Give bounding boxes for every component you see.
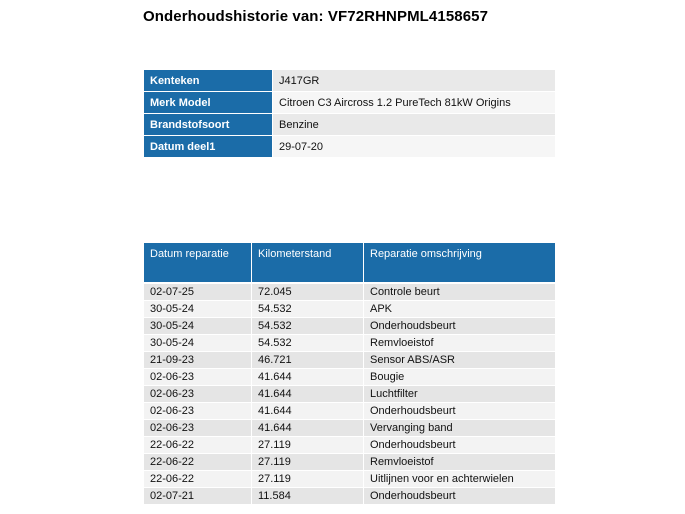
history-odometer-cell: 72.045 [252, 283, 364, 301]
history-date-cell: 30-05-24 [144, 318, 252, 335]
history-row [144, 471, 556, 488]
history-description-cell: Onderhoudsbeurt [364, 403, 556, 420]
history-date-cell: 30-05-24 [144, 335, 252, 352]
history-column-header: Reparatie omschrijving [364, 243, 556, 284]
history-odometer-cell: 41.644 [252, 369, 364, 386]
history-row [144, 454, 556, 471]
history-odometer-cell: 41.644 [252, 403, 364, 420]
vehicle-info-table [143, 69, 556, 158]
history-date-cell: 30-05-24 [144, 301, 252, 318]
vehicle-info-row [144, 70, 556, 92]
history-header-row [144, 243, 556, 284]
history-date-cell: 02-07-25 [144, 283, 252, 301]
history-description-cell: Bougie [364, 369, 556, 386]
history-odometer-cell: 54.532 [252, 301, 364, 318]
history-row [144, 488, 556, 505]
history-odometer-cell: 41.644 [252, 386, 364, 403]
history-description-cell: APK [364, 301, 556, 318]
history-date-cell: 21-09-23 [144, 352, 252, 369]
vehicle-info-label: Datum deel1 [144, 136, 273, 158]
history-odometer-cell: 54.532 [252, 335, 364, 352]
maintenance-history-table [143, 242, 556, 505]
vehicle-info-value: 29-07-20 [273, 136, 556, 158]
vehicle-info-label: Brandstofsoort [144, 114, 273, 136]
history-description-cell: Controle beurt [364, 283, 556, 301]
history-column-header: Datum reparatie [144, 243, 252, 284]
history-row [144, 420, 556, 437]
vehicle-info-row [144, 92, 556, 114]
vehicle-info-value: Benzine [273, 114, 556, 136]
report-content [143, 8, 556, 505]
vehicle-info-label: Kenteken [144, 70, 273, 92]
history-odometer-cell: 54.532 [252, 318, 364, 335]
history-date-cell: 22-06-22 [144, 437, 252, 454]
history-odometer-cell: 46.721 [252, 352, 364, 369]
history-description-cell: Vervanging band [364, 420, 556, 437]
vehicle-info-row [144, 114, 556, 136]
history-odometer-cell: 27.119 [252, 454, 364, 471]
vehicle-info-value: J417GR [273, 70, 556, 92]
history-column-header: Kilometerstand [252, 243, 364, 284]
history-row [144, 283, 556, 301]
history-odometer-cell: 11.584 [252, 488, 364, 505]
history-date-cell: 02-07-21 [144, 488, 252, 505]
history-odometer-cell: 41.644 [252, 420, 364, 437]
history-row [144, 369, 556, 386]
history-row [144, 403, 556, 420]
history-description-cell: Luchtfilter [364, 386, 556, 403]
history-date-cell: 02-06-23 [144, 369, 252, 386]
vehicle-info-value: Citroen C3 Aircross 1.2 PureTech 81kW Origins [273, 92, 556, 114]
history-row [144, 437, 556, 454]
history-date-cell: 22-06-22 [144, 471, 252, 488]
history-description-cell: Onderhoudsbeurt [364, 488, 556, 505]
history-row [144, 352, 556, 369]
history-odometer-cell: 27.119 [252, 471, 364, 488]
history-row [144, 301, 556, 318]
history-description-cell: Uitlijnen voor en achterwielen [364, 471, 556, 488]
history-odometer-cell: 27.119 [252, 437, 364, 454]
history-description-cell: Remvloeistof [364, 454, 556, 471]
vehicle-info-row [144, 136, 556, 158]
history-date-cell: 02-06-23 [144, 386, 252, 403]
history-description-cell: Remvloeistof [364, 335, 556, 352]
history-description-cell: Onderhoudsbeurt [364, 318, 556, 335]
history-description-cell: Onderhoudsbeurt [364, 437, 556, 454]
history-row [144, 318, 556, 335]
history-description-cell: Sensor ABS/ASR [364, 352, 556, 369]
history-date-cell: 02-06-23 [144, 403, 252, 420]
history-date-cell: 02-06-23 [144, 420, 252, 437]
history-date-cell: 22-06-22 [144, 454, 252, 471]
history-row [144, 335, 556, 352]
history-row [144, 386, 556, 403]
page-title: Onderhoudshistorie van: VF72RHNPML4158657 [143, 8, 489, 25]
vehicle-info-label: Merk Model [144, 92, 273, 114]
